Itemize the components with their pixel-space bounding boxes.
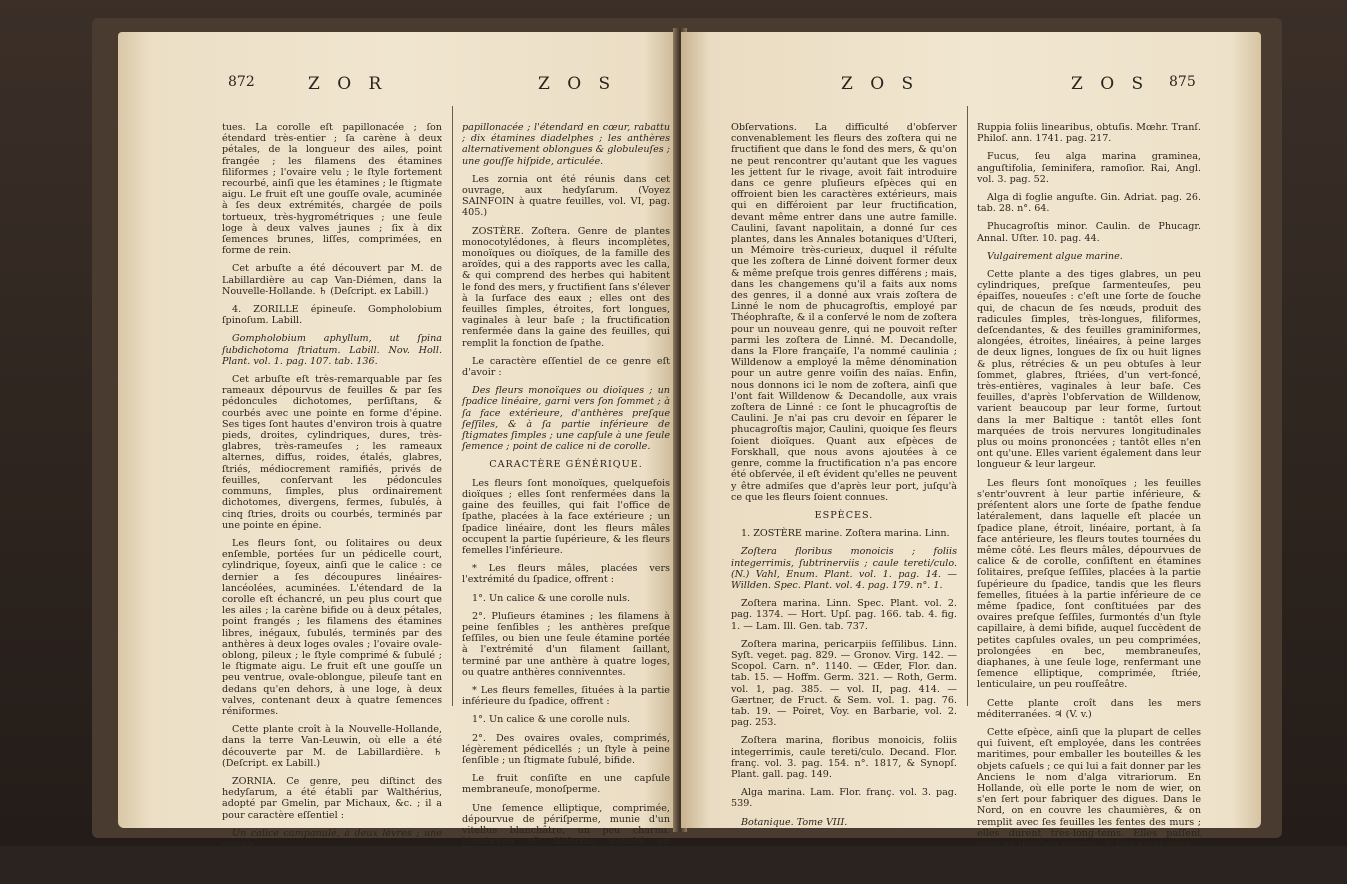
paragraph: Zoſtera floribus monoicis ; foliis integerrimis, ſubtrinerviis ; caule tereti/culo. (N.) Vahl, Enum. Plant. vol. 1. pag. 14. — Willden. Spec. Plant. vol. 4. pag. 179. n°. 1.: [731, 546, 957, 591]
paragraph: Les zornia ont été réunis dans cet ouvrage, aux hedyſarum. (Voyez SAINFOIN à quatre feuilles, vol. VI, pag. 405.): [462, 173, 670, 219]
paragraph: tues. La corolle eſt papillonacée ; ſon étendard très-entier ; ſa carène à deux pétales, de la longueur des ailes, point frangée ; les filamens des étamines filiformes ; l'ovaire velu ; le ſtyle fortement recourbé, ainſi que les étamines ; le ſtigmate aigu. Le fruit eſt une gouſſe ovale, acuminée à ſes deux extrémités, chargée de poils tortueux, très-hygrométriques ; une ſeule loge à deux valves jaunes ; ſix à dix ſemences brunes, liſſes, comprimées, en forme de rein.: [222, 122, 442, 257]
page-number: 872: [228, 74, 255, 90]
column-rule: [452, 106, 453, 706]
paragraph: ZOSTÈRE. Zoſtera. Genre de plantes monocotylédones, à fleurs incomplètes, monoïques ou dioïques, de la famille des aroïdes, qui a des rapports avec les calla, & qui comprend des herbes qui habitent le fond des mers, y fructifient ſans s'élever à la ſurface des eaux ; elles ont des feuilles ſimples, étroites, fort longues, vaginales à leur baſe ; la fructification renfermée dans la gaine des feuilles, qui remplit la fonction de ſpathe.: [462, 225, 670, 349]
paragraph: Obſervations. La difficulté d'obſerver convenablement les fleurs des zoſtera qui ne fructifient que dans le fond des mers, & qu'on ne peut rencontrer qu'autant que les vagues les jettent ſur le rivage, avoit fait introduire dans ce genre pluſieurs eſpèces qui en offroient bien les caractères extérieurs, mais qui en différoient par leur fructification, devant même entrer dans une autre famille. Caulini, ſavant napolitain, a donné ſur ces plantes, dans les Annales botaniques d'Uſteri, un Mémoire très-curieux, duquel il réſulte que les zoſtera de Linné doivent former deux & même preſque trois genres différens ; mais, dans les changemens qu'il a faits aux noms des genres, il a donné aux vrais zoſtera de Linné le nom de phucagroſtis, employé par Théophraſte, & il a conſervé le nom de zoſtera pour un nouveau genre, qui ne pouvoit reſter parmi les zoſtera de Linné. M. Decandolle, dans la Flore françaiſe, l'a nommé caulinia ; Willdenow a employé la même dénomination pour un autre genre voiſin des naïas. Enfin, nous donnons ici le nom de zoſtera, ainſi que l'ont fait Willdenow & Decandolle, aux vrais zoſtera de Linné : ce ſont le phucagroſtis de Caulini. Je n'ai pas cru devoir en ſéparer le phucagroſtis major, Caulini, quoique ſes fleurs ſoient dioïques. Quant aux eſpèces de Forskhall, que nous avons ajoutées à ce genre, comme la fructification n'a pas encore été obſervée, il eſt évident qu'elles ne peuvent y être admiſes que d'après leur port, juſqu'à ce que les fleurs ſoient connues.: [731, 122, 957, 503]
right-page: [681, 32, 1261, 869]
column-rule: [967, 106, 968, 706]
paragraph: Zoſtera marina, floribus monoicis, foliis integerrimis, caule tereti/culo. Decand. Flor. franç. vol. 3. pag. 154. n°. 1817, & Synopſ. Plant. gall. pag. 149.: [731, 735, 957, 780]
paragraph: Les fleurs ſont monoïques, quelquefois dioïques ; elles ſont renfermées dans la gaine des feuilles, qui fait l'office de ſpathe, placées à la face extérieure ; un ſpadice linéaire, dont les fleurs mâles occupent la partie ſupérieure, & les fleurs femelles l'inférieure.: [462, 477, 670, 556]
paragraph: Cette plante croît à la Nouvelle-Hollande, dans la terre Van-Leuwin, où elle a été découverte par M. de Labillardière. ♄ (Deſcript. ex Labill.): [222, 724, 442, 769]
paragraph: Cette eſpèce, ainſi que la plupart de celles qui ſuivent, eſt employée, dans les contrées maritimes, pour emballer les bouteilles & les objets caſuels ; ce qui lui a fait donner par les Anciens le nom d'alga vitrariorum. En Hollande, où elle porte le nom de wier, on s'en ſert pour fabriquer des digues. Dans le Nord, on en couvre les chaumières, & on remplit avec ſes feuilles les fentes des murs ; elles durent très-long-tems. Elles paſſent pour un très-bon engrais, & ſont employées: [977, 726, 1201, 850]
paragraph: Des fleurs monoïques ou dioïques ; un ſpadice linéaire, garni vers ſon ſommet ; à ſa face extérieure, d'anthères preſque ſeſſiles, & à ſa partie inférieure de ſtigmates ſimples ; une capſule à une ſeule ſemence ; point de calice ni de corolle.: [462, 385, 670, 453]
paragraph: Ruppia foliis linearibus, obtuſis. Mœhr. Tranſ. Philoſ. ann. 1741. pag. 217.: [977, 122, 1201, 145]
paragraph: Les fleurs ſont monoïques ; les feuilles s'entr'ouvrent à leur partie inférieure, & préſentent alors une ſorte de ſpathe fendue latéralement, dans laquelle eſt placée un ſpadice plane, étroit, linéaire, portant, à ſa face antérieure, les fleurs toutes tournées du même côté. Les fleurs mâles, dépourvues de calice & de corolle, conſiſtent en étamines ſolitaires, preſque ſeſſiles, placées à la partie ſupérieure du ſpadice, tandis que les fleurs femelles, ſituées à la partie inférieure de ce même ſpadice, ſont conſtituées par des ovaires preſque ſeſſiles, ſurmontés d'un ſtyle capillaire, à demi bifide, auquel ſuccèdent de petites capſules ovales, un peu comprimées, prolongées en bec, membraneuſes, diaphanes, à une ſeule loge, renfermant une ſemence elliptique, comprimée, ſtriée, lenticulaire, un peu rouſſeâtre.: [977, 477, 1201, 691]
paragraph: Cet arbuſte eſt très-remarquable par ſes rameaux dépourvus de feuilles & par ſes pédoncules dichotomes, perſiſtans, & courbés avec une pointe en forme d'épine. Ses tiges ſont hautes d'environ trois à quatre pieds, droites, cylindriques, dures, très-glabres, très-rameuſes ; les rameaux alternes, diffus, roides, étalés, glabres, ſtriés, médiocrement ramifiés, privés de feuilles, conſervant les pédoncules communs, ſimples, plus ordinairement dichotomes, divergens, fermes, ſubulés, à cinq ſtries, droits ou courbés, terminés par une pointe en épine.: [222, 374, 442, 531]
paragraph: 1°. Un calice & une corolle nuls.: [472, 592, 631, 604]
paragraph: 4. ZORILLE épineuſe. Gompholobium ſpinoſum. Labill.: [222, 304, 442, 327]
paragraph: 2°. Des ovaires ovales, comprimés, légèrement pédicellés ; un ſtyle à peine ſenſible ; un ſtigmate ſubulé, bifide.: [462, 732, 670, 766]
signature-mark: S s s s s: [1162, 857, 1201, 869]
paragraph: Gompholobium aphyllum, ut ſpina ſubdichotoma ſtriatum. Labill. Nov. Holl. Plant. vol. 1. pag. 107. tab. 136.: [222, 333, 442, 367]
paragraph: Un calice campanulé, à deux lèvres ; une corolle: [222, 827, 442, 850]
paragraph: Cette plante croît dans les mers méditerranées. ♃ (V. v.): [977, 697, 1201, 720]
paragraph: Vulgairement algue marine.: [987, 250, 1123, 262]
running-head-right: Z O S: [538, 74, 617, 94]
paragraph: Botanique. Tome VIII.: [741, 816, 848, 828]
paragraph: Cette plante a des tiges glabres, un peu cylindriques, preſque ſarmenteuſes, peu épaiſſes, noueuſes : c'eſt une ſorte de ſouche qui, de chacun de ſes nœuds, produit des radicules ſimples, très-longues, filiformes, deſcendantes, & des feuilles graminiformes, alongées, étroites, linéaires, à peine larges de deux lignes, longues de ſix ou huit lignes & plus, rétrécies & un peu obtuſes à leur ſommet, glabres, ſtriées, d'un vert-foncé, très-entières, vaginales à leur baſe. Ces feuilles, d'après l'obſervation de Willdenow, varient beaucoup par leur forme, ſurtout dans la mer Baltique : tantôt elles ſont marquées de trois nervures longitudinales plus ou moins prononcées ; tantôt elles n'en ont qu'une. Elles varient également dans leur longueur & leur largeur.: [977, 269, 1201, 471]
paragraph: Zoſtera marina. Linn. Spec. Plant. vol. 2. pag. 1374. — Hort. Upſ. pag. 166. tab. 4. fig. 1. — Lam. Ill. Gen. tab. 737.: [731, 598, 957, 632]
page-number: 875: [1169, 74, 1196, 90]
paragraph: Une ſemence elliptique, comprimée, dépourvue de périſperme, munie d'un vitellus blanchâtre, un peu charnu. L'embryon eſt filiforme, courbé en crochet.: [462, 802, 670, 859]
paragraph: 1°. Un calice & une corolle nuls.: [472, 714, 631, 726]
left-column-1: [222, 122, 442, 857]
running-head-left: Z O S: [841, 74, 920, 94]
paragraph: Cet arbuſte a été découvert par M. de Labillardière au cap Van-Diémen, dans la Nouvelle-Hollande. ♄ (Deſcript. ex Labill.): [222, 263, 442, 297]
paragraph: ZORNIA. Ce genre, peu diſtinct des hedyſarum, a été établi par Walthérius, adopté par Gmelin, par Michaux, &c. ; il a pour caractère eſſentiel :: [222, 775, 442, 821]
left-column-2: [462, 122, 670, 884]
section-heading: ESPÈCES.: [814, 509, 874, 521]
right-column-1: [731, 122, 957, 835]
paragraph: papillonacée ; l'étendard en cœur, rabattu ; dix étamines diadelphes ; les anthères alternativement oblongues & globuleuſes ; une gouſſe hiſpide, articulée.: [462, 122, 670, 167]
paragraph: 1. ZOSTÈRE marine. Zoſtera marina. Linn.: [741, 528, 950, 540]
paragraph: * Les fleurs femelles, ſituées à la partie inférieure du ſpadice, offrent :: [462, 684, 670, 708]
paragraph: 2°. Pluſieurs étamines ; les filamens à peine ſenſibles ; les anthères preſque ſeſſiles, ou bien une ſeule étamine portée à l'extrémité d'un filament ſaillant, terminé par une anthère à quatre loges, ou quatre anthères connivenntes.: [462, 610, 670, 678]
paragraph: * Les fleurs mâles, placées vers l'extrémité du ſpadice, offrent :: [462, 563, 670, 586]
paragraph: Les fleurs ſont, ou ſolitaires ou deux enſemble, portées ſur un pédicelle court, cylindrique, ſoyeux, ainſi que le calice : ce dernier a ſes découpures linéaires-lancéolées, acuminées. L'étendard de la corolle eſt échancré, un peu plus court que les ailes ; la carène bifide ou à deux pétales, point frangés ; les filamens des étamines libres, inégaux, ſubulés, terminés par des anthères à deux loges ovales ; l'ovaire ovale-oblong, pileux ; le ſtyle comprimé & ſubulé ; le ſtigmate aigu. Le fruit eſt une gouſſe un peu ventrue, ovale-oblongue, pileuſe tant en dedans qu'en dehors, à une loge, à deux valves, contenant deux à quatre ſemences réniformes.: [222, 537, 442, 717]
paragraph: Alga marina. Lam. Flor. franç. vol. 3. pag. 539.: [731, 787, 957, 810]
running-head-right: Z O S: [1071, 74, 1150, 94]
catchword: Obſervations.: [604, 865, 670, 877]
section-heading: CARACTÈRE GÉNÉRIQUE.: [489, 459, 643, 471]
paragraph: Alga di foglie anguſte. Gin. Adriat. pag. 26. tab. 28. n°. 64.: [977, 192, 1201, 215]
running-head-left: Z O R: [308, 74, 388, 94]
paragraph: Le caractère eſſentiel de ce genre eſt d'avoir :: [462, 355, 670, 379]
paragraph: Phucagroſtis minor. Caulin. de Phucagr. Annal. Uſter. 10. pag. 44.: [977, 221, 1201, 244]
paragraph: Le fruit conſiſte en une capſule membraneuſe, monoſperme.: [462, 773, 670, 796]
paragraph: Fucus, ſeu alga marina graminea, anguſtifolia, ſeminifera, ramoſior. Rai, Angl. vol. 3. pag. 52.: [977, 151, 1201, 185]
left-page: [118, 32, 678, 877]
right-column-2: [977, 122, 1201, 875]
paragraph: Zoſtera marina, pericarpiis ſeſſilibus. Linn. Syſt. veget. pag. 829. — Gronov. Virg. 142. — Scopol. Carn. n°. 1140. — Œder, Flor. dan. tab. 15. — Hoffm. Germ. 321. — Roth, Germ. vol. 1, pag. 385. — vol. II, pag. 414. — Gærtner, de Fruct. & Sem. vol. 1. pag. 76. tab. 19. — Poiret, Voy. en Barbarie, vol. 2. pag. 253.: [731, 638, 957, 729]
